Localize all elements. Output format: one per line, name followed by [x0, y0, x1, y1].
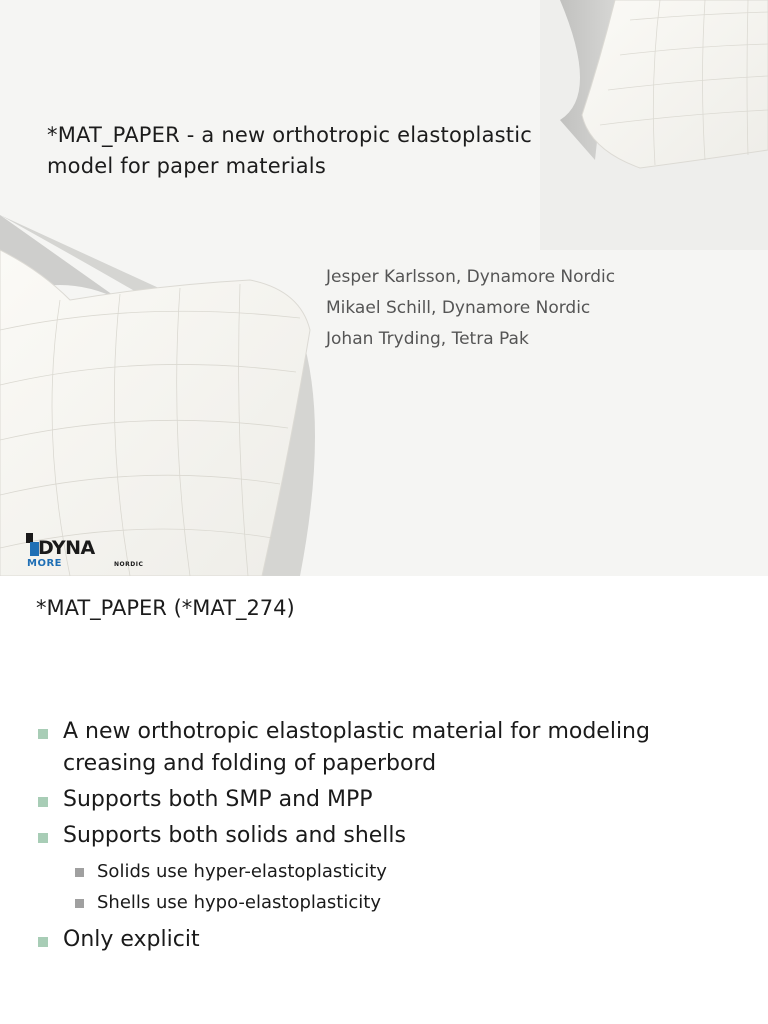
author-3: Johan Tryding, Tetra Pak [326, 329, 529, 349]
title-line-2: model for paper materials [47, 154, 326, 178]
list-item [36, 716, 736, 780]
bullet-square-icon [38, 833, 48, 843]
logo-word-nordic: NORDIC [114, 561, 144, 568]
content-slide [0, 576, 768, 1024]
bullet-square-icon [38, 729, 48, 739]
logo-word-dyna: DYNA [38, 537, 95, 559]
list-item [36, 784, 736, 816]
list-item [36, 820, 736, 852]
bullet-text: Supports both SMP and MPP [63, 787, 373, 812]
bullet-text: Supports both solids and shells [63, 823, 406, 848]
bullet-list [36, 716, 736, 960]
dynamore-nordic-logo [26, 533, 166, 569]
sub-bullet-text: Shells use hypo-elastoplasticity [97, 892, 381, 913]
sub-bullet-text: Solids use hyper-elastoplasticity [97, 861, 387, 882]
bullet-square-icon [38, 937, 48, 947]
slide-title: *MAT_PAPER (*MAT_274) [36, 596, 295, 620]
bullet-text: Only explicit [63, 927, 200, 952]
sub-list-item [36, 887, 736, 918]
author-2: Mikael Schill, Dynamore Nordic [326, 298, 591, 318]
presentation-title [47, 120, 607, 182]
author-list [326, 262, 746, 355]
list-item [36, 924, 736, 956]
sub-bullet-square-icon [75, 868, 84, 877]
sub-bullet-square-icon [75, 899, 84, 908]
author-1: Jesper Karlsson, Dynamore Nordic [326, 267, 616, 287]
sub-list-item [36, 856, 736, 887]
title-line-1: *MAT_PAPER - a new orthotropic elastoplastic [47, 123, 532, 147]
logo-word-more: MORE [27, 558, 62, 569]
bullet-text: A new orthotropic elastoplastic material for modeling creasing and folding of paperbord [63, 719, 650, 776]
bullet-square-icon [38, 797, 48, 807]
